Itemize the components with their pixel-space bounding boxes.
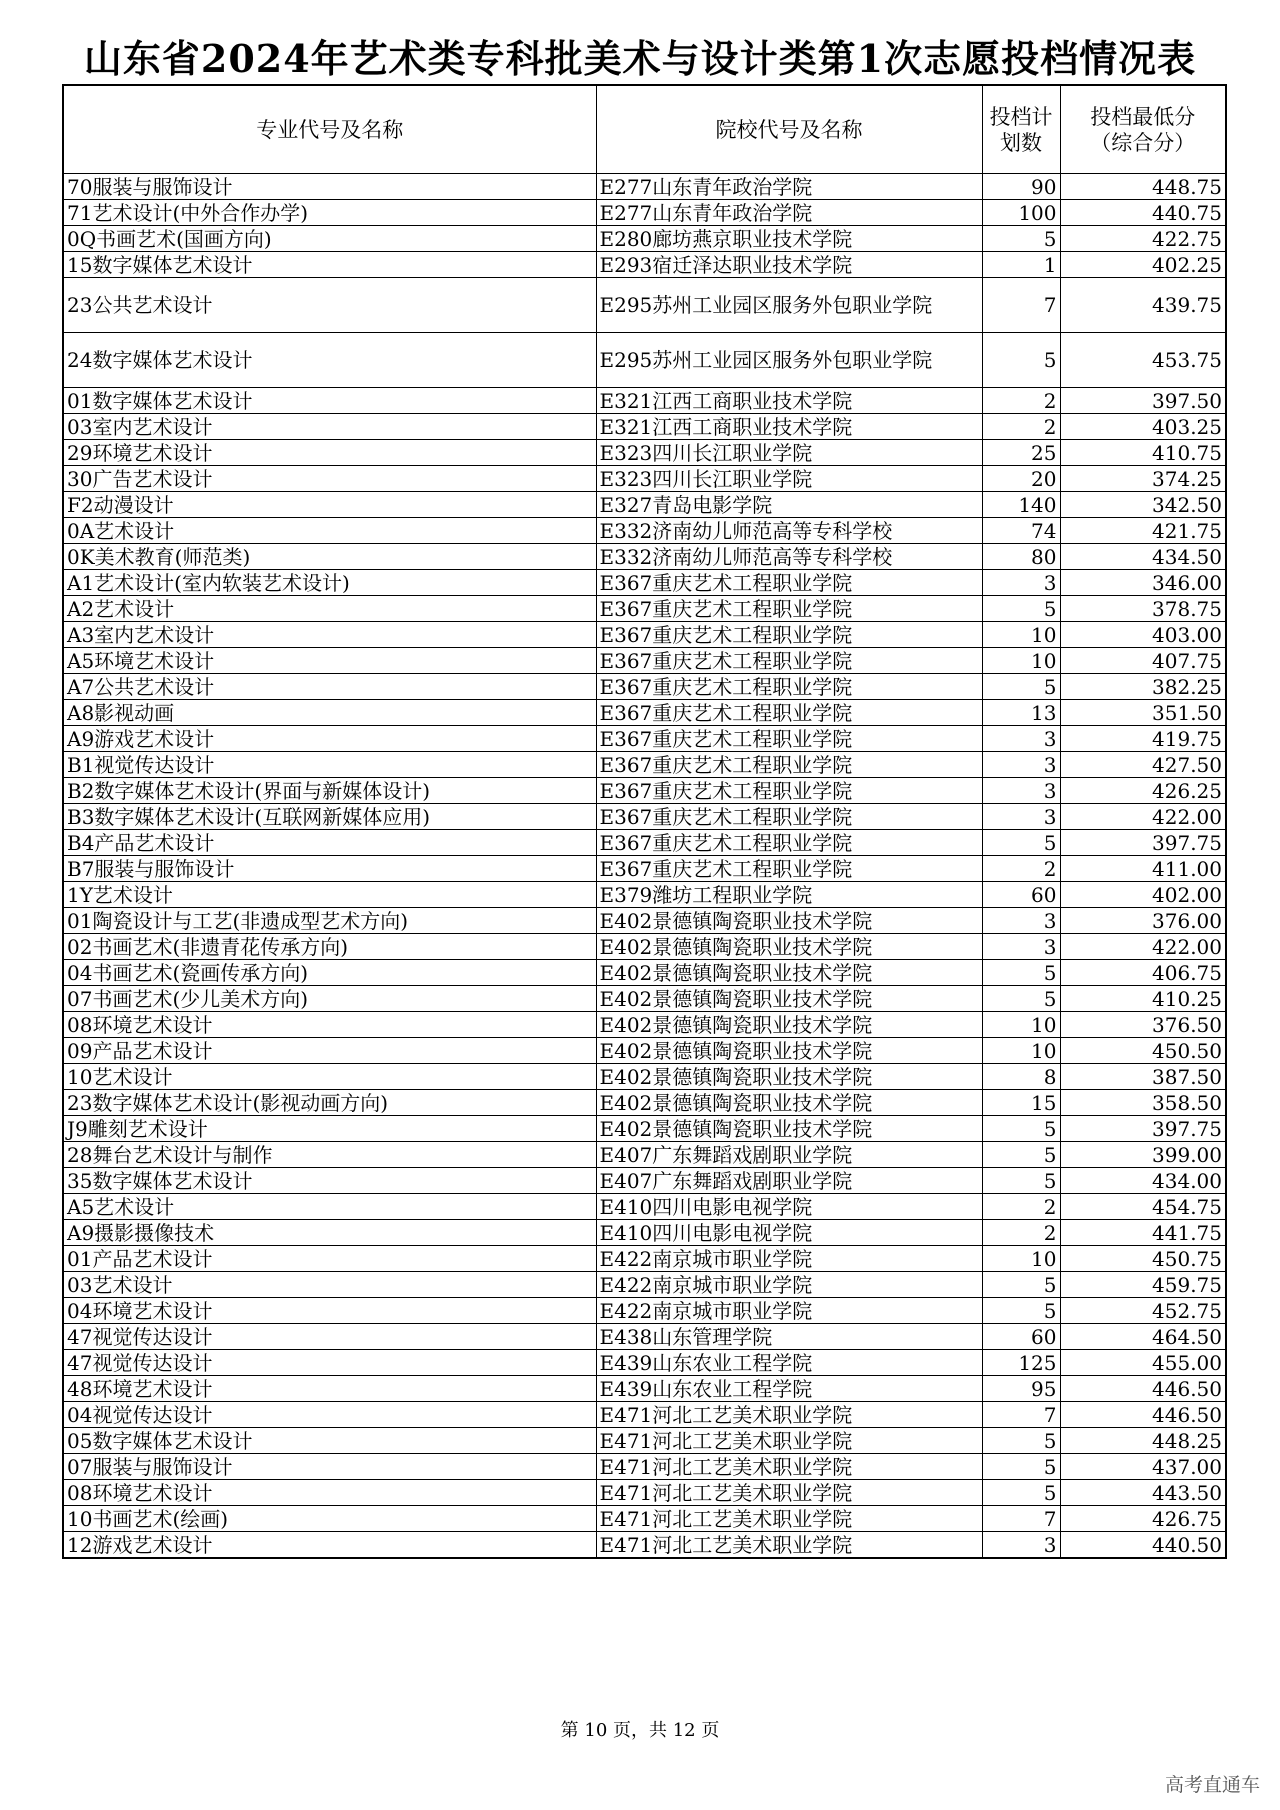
- score-cell: 402.00: [1060, 882, 1226, 908]
- school-cell: E327青岛电影学院: [596, 492, 982, 518]
- school-cell: E410四川电影电视学院: [596, 1194, 982, 1220]
- school-cell: E367重庆艺术工程职业学院: [596, 700, 982, 726]
- score-cell: 450.75: [1060, 1246, 1226, 1272]
- major-cell: 05数字媒体艺术设计: [63, 1428, 596, 1454]
- school-cell: E407广东舞蹈戏剧职业学院: [596, 1142, 982, 1168]
- score-cell: 411.00: [1060, 856, 1226, 882]
- school-cell: E367重庆艺术工程职业学院: [596, 778, 982, 804]
- school-cell: E402景德镇陶瓷职业技术学院: [596, 960, 982, 986]
- table-row: [63, 1038, 1226, 1064]
- table-row: [63, 830, 1226, 856]
- score-cell: 422.00: [1060, 804, 1226, 830]
- school-cell: E295苏州工业园区服务外包职业学院: [596, 278, 982, 333]
- score-cell: 397.75: [1060, 830, 1226, 856]
- major-cell: 47视觉传达设计: [63, 1350, 596, 1376]
- score-cell: 402.25: [1060, 252, 1226, 278]
- school-cell: E367重庆艺术工程职业学院: [596, 726, 982, 752]
- school-cell: E379潍坊工程职业学院: [596, 882, 982, 908]
- score-cell: 437.00: [1060, 1454, 1226, 1480]
- score-cell: 374.25: [1060, 466, 1226, 492]
- plan-cell: 7: [982, 278, 1060, 333]
- plan-cell: 5: [982, 674, 1060, 700]
- score-cell: 426.75: [1060, 1506, 1226, 1532]
- major-cell: 04书画艺术(瓷画传承方向): [63, 960, 596, 986]
- score-cell: 440.50: [1060, 1532, 1226, 1559]
- school-cell: E323四川长江职业学院: [596, 466, 982, 492]
- plan-cell: 100: [982, 200, 1060, 226]
- school-cell: E367重庆艺术工程职业学院: [596, 622, 982, 648]
- score-cell: 464.50: [1060, 1324, 1226, 1350]
- table-row: [63, 1116, 1226, 1142]
- header-score-line2: （综合分）: [1090, 130, 1196, 155]
- table-row: [63, 726, 1226, 752]
- plan-cell: 5: [982, 1298, 1060, 1324]
- score-cell: 448.25: [1060, 1428, 1226, 1454]
- plan-cell: 3: [982, 570, 1060, 596]
- school-cell: E367重庆艺术工程职业学院: [596, 648, 982, 674]
- header-school: 院校代号及名称: [596, 85, 982, 174]
- major-cell: 48环境艺术设计: [63, 1376, 596, 1402]
- major-cell: 10书画艺术(绘画): [63, 1506, 596, 1532]
- score-cell: 410.75: [1060, 440, 1226, 466]
- plan-cell: 5: [982, 596, 1060, 622]
- school-cell: E280廊坊燕京职业技术学院: [596, 226, 982, 252]
- school-cell: E402景德镇陶瓷职业技术学院: [596, 1038, 982, 1064]
- table-row: [63, 200, 1226, 226]
- school-cell: E471河北工艺美术职业学院: [596, 1480, 982, 1506]
- major-cell: 10艺术设计: [63, 1064, 596, 1090]
- school-cell: E367重庆艺术工程职业学院: [596, 804, 982, 830]
- major-cell: 12游戏艺术设计: [63, 1532, 596, 1559]
- school-cell: E321江西工商职业技术学院: [596, 414, 982, 440]
- score-cell: 387.50: [1060, 1064, 1226, 1090]
- score-cell: 450.50: [1060, 1038, 1226, 1064]
- watermark: 高考直通车: [1164, 1774, 1260, 1796]
- table-row: [63, 778, 1226, 804]
- major-cell: 15数字媒体艺术设计: [63, 252, 596, 278]
- major-cell: 01数字媒体艺术设计: [63, 388, 596, 414]
- school-cell: E367重庆艺术工程职业学院: [596, 752, 982, 778]
- plan-cell: 5: [982, 1272, 1060, 1298]
- score-cell: 434.50: [1060, 544, 1226, 570]
- score-cell: 399.00: [1060, 1142, 1226, 1168]
- plan-cell: 2: [982, 1194, 1060, 1220]
- major-cell: 01产品艺术设计: [63, 1246, 596, 1272]
- score-cell: 426.25: [1060, 778, 1226, 804]
- major-cell: B4产品艺术设计: [63, 830, 596, 856]
- table-row: [63, 1064, 1226, 1090]
- score-cell: 397.50: [1060, 388, 1226, 414]
- major-cell: 07服装与服饰设计: [63, 1454, 596, 1480]
- major-cell: 03室内艺术设计: [63, 414, 596, 440]
- major-cell: 07书画艺术(少儿美术方向): [63, 986, 596, 1012]
- school-cell: E407广东舞蹈戏剧职业学院: [596, 1168, 982, 1194]
- plan-cell: 125: [982, 1350, 1060, 1376]
- plan-cell: 5: [982, 1428, 1060, 1454]
- table-row: [63, 1402, 1226, 1428]
- table-row: [63, 908, 1226, 934]
- score-cell: 403.25: [1060, 414, 1226, 440]
- table-row: [63, 333, 1226, 388]
- plan-cell: 7: [982, 1402, 1060, 1428]
- plan-cell: 2: [982, 414, 1060, 440]
- score-cell: 440.75: [1060, 200, 1226, 226]
- major-cell: 01陶瓷设计与工艺(非遗成型艺术方向): [63, 908, 596, 934]
- table-row: [63, 1246, 1226, 1272]
- school-cell: E402景德镇陶瓷职业技术学院: [596, 1064, 982, 1090]
- plan-cell: 10: [982, 648, 1060, 674]
- school-cell: E277山东青年政治学院: [596, 200, 982, 226]
- major-cell: 0Q书画艺术(国画方向): [63, 226, 596, 252]
- school-cell: E367重庆艺术工程职业学院: [596, 674, 982, 700]
- table-row: [63, 1272, 1226, 1298]
- page-footer: 第 10 页，共 12 页: [560, 1720, 720, 1741]
- table-row: [63, 1428, 1226, 1454]
- major-cell: B1视觉传达设计: [63, 752, 596, 778]
- school-cell: E277山东青年政治学院: [596, 174, 982, 200]
- major-cell: 0A艺术设计: [63, 518, 596, 544]
- plan-cell: 3: [982, 804, 1060, 830]
- table-row: [63, 882, 1226, 908]
- major-cell: B2数字媒体艺术设计(界面与新媒体设计): [63, 778, 596, 804]
- school-cell: E293宿迁泽达职业技术学院: [596, 252, 982, 278]
- school-cell: E367重庆艺术工程职业学院: [596, 570, 982, 596]
- plan-cell: 140: [982, 492, 1060, 518]
- major-cell: B7服装与服饰设计: [63, 856, 596, 882]
- major-cell: 1Y艺术设计: [63, 882, 596, 908]
- school-cell: E367重庆艺术工程职业学院: [596, 856, 982, 882]
- table-row: [63, 752, 1226, 778]
- plan-cell: 5: [982, 986, 1060, 1012]
- score-cell: 378.75: [1060, 596, 1226, 622]
- school-cell: E471河北工艺美术职业学院: [596, 1428, 982, 1454]
- table-row: [63, 440, 1226, 466]
- table-row: [63, 492, 1226, 518]
- score-cell: 454.75: [1060, 1194, 1226, 1220]
- table-row: [63, 856, 1226, 882]
- major-cell: 08环境艺术设计: [63, 1480, 596, 1506]
- table-row: [63, 674, 1226, 700]
- school-cell: E438山东管理学院: [596, 1324, 982, 1350]
- school-cell: E367重庆艺术工程职业学院: [596, 596, 982, 622]
- major-cell: A3室内艺术设计: [63, 622, 596, 648]
- plan-cell: 5: [982, 1168, 1060, 1194]
- plan-cell: 10: [982, 622, 1060, 648]
- school-cell: E471河北工艺美术职业学院: [596, 1402, 982, 1428]
- plan-cell: 5: [982, 1480, 1060, 1506]
- plan-cell: 10: [982, 1038, 1060, 1064]
- school-cell: E471河北工艺美术职业学院: [596, 1532, 982, 1559]
- school-cell: E402景德镇陶瓷职业技术学院: [596, 908, 982, 934]
- plan-cell: 3: [982, 726, 1060, 752]
- table-row: [63, 596, 1226, 622]
- score-cell: 448.75: [1060, 174, 1226, 200]
- table-row: [63, 960, 1226, 986]
- score-cell: 346.00: [1060, 570, 1226, 596]
- major-cell: 30广告艺术设计: [63, 466, 596, 492]
- school-cell: E402景德镇陶瓷职业技术学院: [596, 1116, 982, 1142]
- school-cell: E402景德镇陶瓷职业技术学院: [596, 1012, 982, 1038]
- plan-cell: 5: [982, 226, 1060, 252]
- plan-cell: 1: [982, 252, 1060, 278]
- major-cell: A1艺术设计(室内软装艺术设计): [63, 570, 596, 596]
- school-cell: E471河北工艺美术职业学院: [596, 1454, 982, 1480]
- major-cell: 02书画艺术(非遗青花传承方向): [63, 934, 596, 960]
- plan-cell: 5: [982, 960, 1060, 986]
- table-row: [63, 252, 1226, 278]
- school-cell: E471河北工艺美术职业学院: [596, 1506, 982, 1532]
- major-cell: A9游戏艺术设计: [63, 726, 596, 752]
- admission-table: [62, 84, 1227, 1559]
- score-cell: 421.75: [1060, 518, 1226, 544]
- table-row: [63, 278, 1226, 333]
- table-row: [63, 1298, 1226, 1324]
- score-cell: 406.75: [1060, 960, 1226, 986]
- school-cell: E321江西工商职业技术学院: [596, 388, 982, 414]
- school-cell: E367重庆艺术工程职业学院: [596, 830, 982, 856]
- major-cell: A5环境艺术设计: [63, 648, 596, 674]
- school-cell: E323四川长江职业学院: [596, 440, 982, 466]
- table-row: [63, 1350, 1226, 1376]
- plan-cell: 3: [982, 752, 1060, 778]
- table-row: [63, 1168, 1226, 1194]
- table-row: [63, 1454, 1226, 1480]
- score-cell: 419.75: [1060, 726, 1226, 752]
- school-cell: E332济南幼儿师范高等专科学校: [596, 518, 982, 544]
- school-cell: E410四川电影电视学院: [596, 1220, 982, 1246]
- table-row: [63, 622, 1226, 648]
- score-cell: 376.00: [1060, 908, 1226, 934]
- plan-cell: 60: [982, 1324, 1060, 1350]
- score-cell: 407.75: [1060, 648, 1226, 674]
- plan-cell: 95: [982, 1376, 1060, 1402]
- table-row: [63, 414, 1226, 440]
- plan-cell: 3: [982, 908, 1060, 934]
- score-cell: 455.00: [1060, 1350, 1226, 1376]
- major-cell: 0K美术教育(师范类): [63, 544, 596, 570]
- major-cell: 09产品艺术设计: [63, 1038, 596, 1064]
- header-major: 专业代号及名称: [63, 85, 596, 174]
- table-row: [63, 466, 1226, 492]
- header-score: [1060, 85, 1226, 174]
- plan-cell: 5: [982, 1142, 1060, 1168]
- major-cell: 08环境艺术设计: [63, 1012, 596, 1038]
- plan-cell: 74: [982, 518, 1060, 544]
- plan-cell: 8: [982, 1064, 1060, 1090]
- score-cell: 397.75: [1060, 1116, 1226, 1142]
- major-cell: A7公共艺术设计: [63, 674, 596, 700]
- major-cell: 24数字媒体艺术设计: [63, 333, 596, 388]
- score-cell: 427.50: [1060, 752, 1226, 778]
- plan-cell: 5: [982, 333, 1060, 388]
- table-row: [63, 1480, 1226, 1506]
- major-cell: F2动漫设计: [63, 492, 596, 518]
- major-cell: 03艺术设计: [63, 1272, 596, 1298]
- major-cell: 23公共艺术设计: [63, 278, 596, 333]
- score-cell: 434.00: [1060, 1168, 1226, 1194]
- score-cell: 358.50: [1060, 1090, 1226, 1116]
- table-row: [63, 1376, 1226, 1402]
- table-row: [63, 934, 1226, 960]
- plan-cell: 7: [982, 1506, 1060, 1532]
- major-cell: A9摄影摄像技术: [63, 1220, 596, 1246]
- school-cell: E422南京城市职业学院: [596, 1298, 982, 1324]
- plan-cell: 5: [982, 830, 1060, 856]
- major-cell: 04视觉传达设计: [63, 1402, 596, 1428]
- score-cell: 441.75: [1060, 1220, 1226, 1246]
- plan-cell: 20: [982, 466, 1060, 492]
- major-cell: 70服装与服饰设计: [63, 174, 596, 200]
- major-cell: 23数字媒体艺术设计(影视动画方向): [63, 1090, 596, 1116]
- school-cell: E422南京城市职业学院: [596, 1272, 982, 1298]
- major-cell: J9雕刻艺术设计: [63, 1116, 596, 1142]
- school-cell: E422南京城市职业学院: [596, 1246, 982, 1272]
- plan-cell: 5: [982, 1116, 1060, 1142]
- table-row: [63, 518, 1226, 544]
- school-cell: E402景德镇陶瓷职业技术学院: [596, 934, 982, 960]
- plan-cell: 80: [982, 544, 1060, 570]
- major-cell: A5艺术设计: [63, 1194, 596, 1220]
- plan-cell: 25: [982, 440, 1060, 466]
- major-cell: A2艺术设计: [63, 596, 596, 622]
- table-row: [63, 804, 1226, 830]
- table-row: [63, 1324, 1226, 1350]
- score-cell: 422.75: [1060, 226, 1226, 252]
- score-cell: 351.50: [1060, 700, 1226, 726]
- major-cell: 04环境艺术设计: [63, 1298, 596, 1324]
- score-cell: 459.75: [1060, 1272, 1226, 1298]
- major-cell: B3数字媒体艺术设计(互联网新媒体应用): [63, 804, 596, 830]
- plan-cell: 5: [982, 1454, 1060, 1480]
- score-cell: 382.25: [1060, 674, 1226, 700]
- plan-cell: 10: [982, 1012, 1060, 1038]
- school-cell: E402景德镇陶瓷职业技术学院: [596, 1090, 982, 1116]
- score-cell: 453.75: [1060, 333, 1226, 388]
- plan-cell: 2: [982, 1220, 1060, 1246]
- major-cell: 28舞台艺术设计与制作: [63, 1142, 596, 1168]
- plan-cell: 2: [982, 856, 1060, 882]
- score-cell: 446.50: [1060, 1402, 1226, 1428]
- table-row: [63, 1194, 1226, 1220]
- score-cell: 410.25: [1060, 986, 1226, 1012]
- score-cell: 403.00: [1060, 622, 1226, 648]
- table-row: [63, 1506, 1226, 1532]
- score-cell: 439.75: [1060, 278, 1226, 333]
- school-cell: E332济南幼儿师范高等专科学校: [596, 544, 982, 570]
- plan-cell: 3: [982, 1532, 1060, 1559]
- header-score-line1: 投档最低分: [1090, 104, 1196, 129]
- table-row: [63, 388, 1226, 414]
- school-cell: E295苏州工业园区服务外包职业学院: [596, 333, 982, 388]
- score-cell: 452.75: [1060, 1298, 1226, 1324]
- major-cell: 71艺术设计(中外合作办学): [63, 200, 596, 226]
- major-cell: A8影视动画: [63, 700, 596, 726]
- table-row: [63, 1532, 1226, 1559]
- table-row: [63, 1012, 1226, 1038]
- plan-cell: 3: [982, 934, 1060, 960]
- major-cell: 29环境艺术设计: [63, 440, 596, 466]
- plan-cell: 10: [982, 1246, 1060, 1272]
- table-row: [63, 1220, 1226, 1246]
- score-cell: 422.00: [1060, 934, 1226, 960]
- plan-cell: 60: [982, 882, 1060, 908]
- table-row: [63, 226, 1226, 252]
- score-cell: 376.50: [1060, 1012, 1226, 1038]
- page-title: 山东省2024年艺术类专科批美术与设计类第1次志愿投档情况表: [83, 36, 1197, 81]
- header-row: [63, 85, 1226, 174]
- table-row: [63, 174, 1226, 200]
- score-cell: 342.50: [1060, 492, 1226, 518]
- table-row: [63, 700, 1226, 726]
- table-row: [63, 1142, 1226, 1168]
- school-cell: E402景德镇陶瓷职业技术学院: [596, 986, 982, 1012]
- school-cell: E439山东农业工程学院: [596, 1376, 982, 1402]
- plan-cell: 15: [982, 1090, 1060, 1116]
- table-row: [63, 570, 1226, 596]
- plan-cell: 90: [982, 174, 1060, 200]
- table-row: [63, 648, 1226, 674]
- major-cell: 35数字媒体艺术设计: [63, 1168, 596, 1194]
- plan-cell: 2: [982, 388, 1060, 414]
- score-cell: 443.50: [1060, 1480, 1226, 1506]
- major-cell: 47视觉传达设计: [63, 1324, 596, 1350]
- table-row: [63, 1090, 1226, 1116]
- table-row: [63, 544, 1226, 570]
- plan-cell: 13: [982, 700, 1060, 726]
- plan-cell: 3: [982, 778, 1060, 804]
- header-plan: 投档计划数: [982, 85, 1060, 174]
- table-row: [63, 986, 1226, 1012]
- score-cell: 446.50: [1060, 1376, 1226, 1402]
- school-cell: E439山东农业工程学院: [596, 1350, 982, 1376]
